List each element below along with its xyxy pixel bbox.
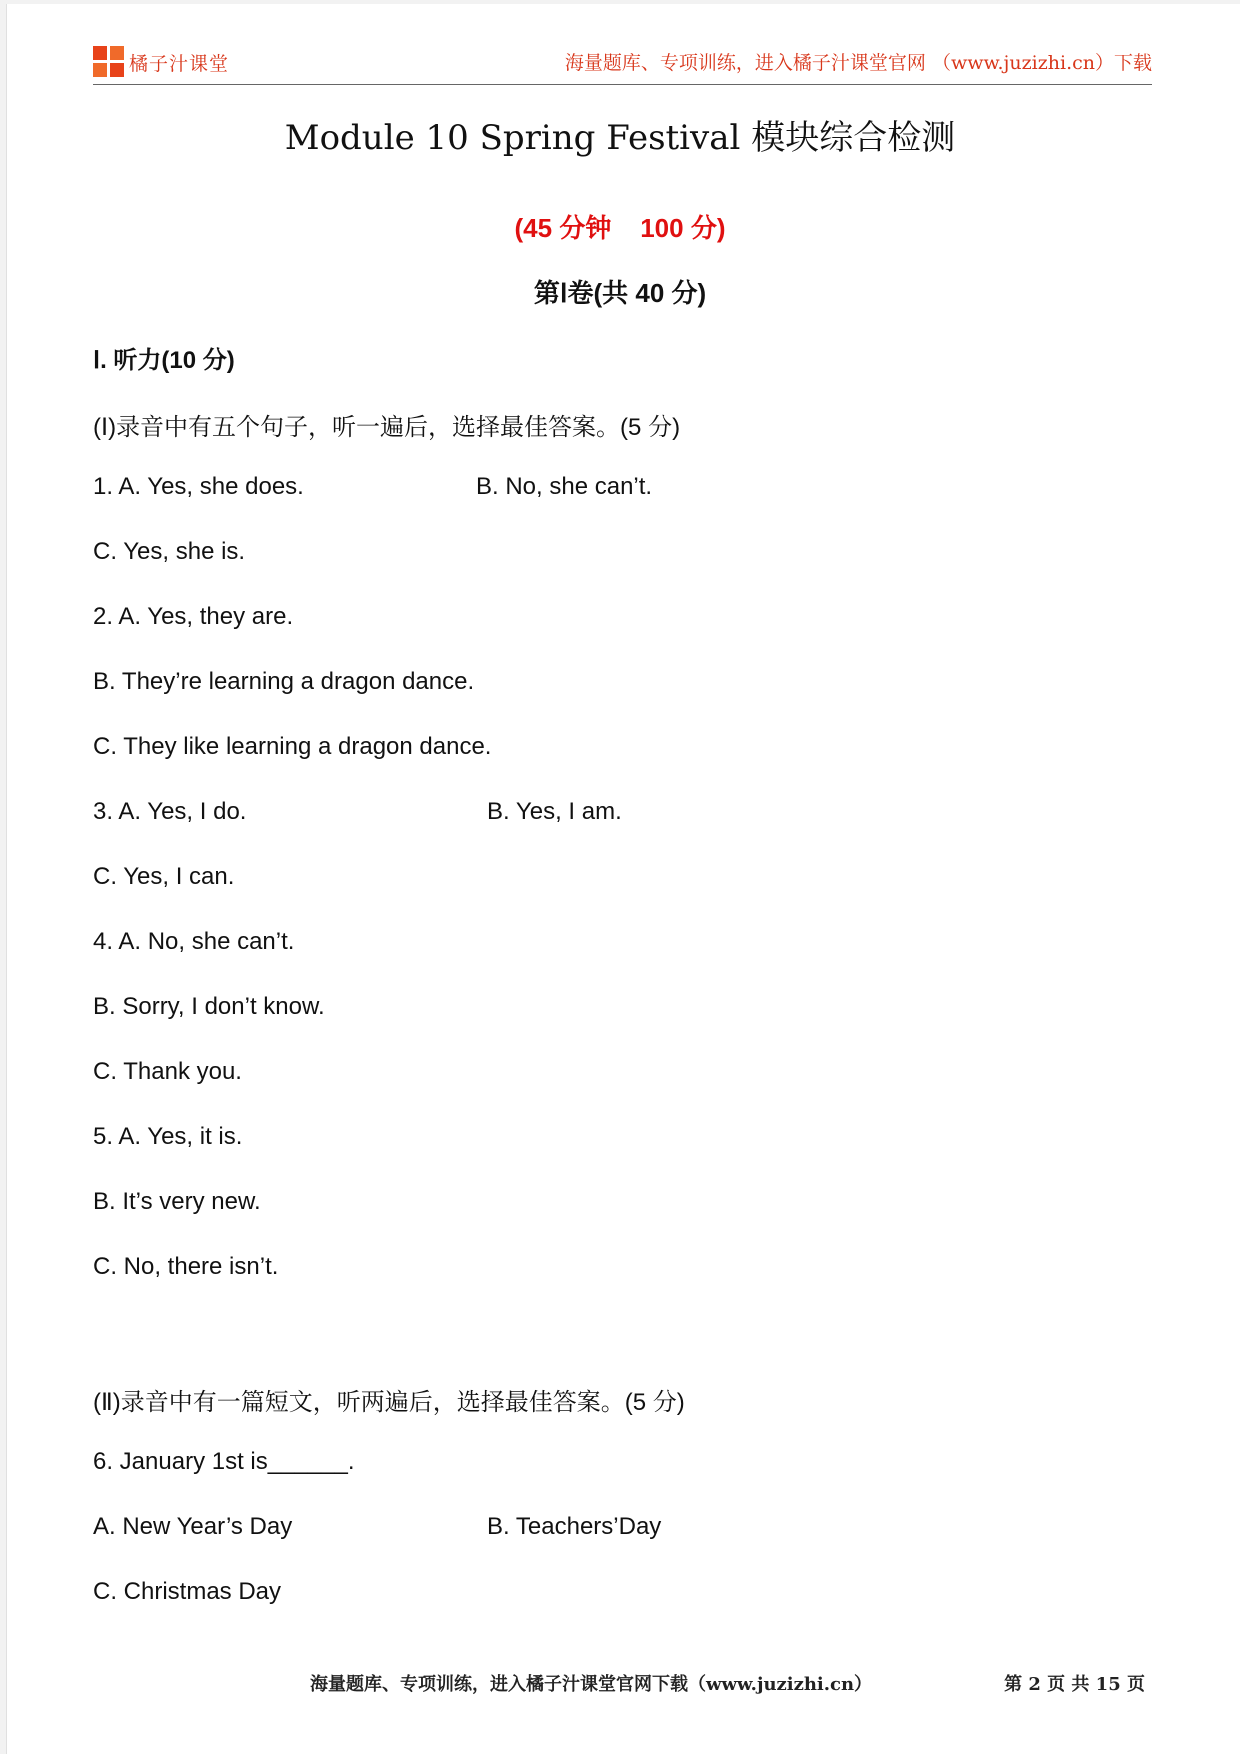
q1-option-b: B. No, she can’t.: [476, 473, 653, 500]
footer-text: 海量题库、专项训练，进入橘子汁课堂官网下载（www.juzizhi.cn）: [310, 1674, 873, 1695]
q2-option-c: C. They like learning a dragon dance.: [93, 733, 492, 760]
section-heading: Ⅰ. 听力(10 分): [93, 347, 235, 374]
q4-option-c: C. Thank you.: [93, 1058, 242, 1085]
q6-option-b: B. Teachers’Day: [487, 1513, 662, 1540]
page-number: 第 2 页 共 15 页: [1004, 1674, 1145, 1695]
q5-option-c: C. No, there isn’t.: [93, 1253, 279, 1280]
q4-option-b: B. Sorry, I don’t know.: [93, 993, 325, 1020]
part-title: 第Ⅰ卷(共 40 分): [533, 278, 707, 308]
q6-option-a: A. New Year’s Day: [93, 1513, 293, 1540]
subsection-instruction-1: (Ⅰ)录音中有五个句子，听一遍后，选择最佳答案。(5 分): [93, 414, 681, 441]
q4-option-a: 4. A. No, she can’t.: [93, 928, 295, 955]
logo-text: 橘子汁课堂: [129, 52, 230, 75]
document-title: Module 10 Spring Festival 模块综合检测: [284, 118, 956, 158]
header-slogan: 海量题库、专项训练，进入橘子汁课堂官网 （www.juzizhi.cn）下载: [564, 52, 1152, 74]
q2-option-b: B. They’re learning a dragon dance.: [93, 668, 475, 695]
q3-option-b: B. Yes, I am.: [487, 798, 622, 825]
q1-option-a: 1. A. Yes, she does.: [93, 473, 304, 500]
page-header: [93, 40, 1152, 85]
exam-duration-score: (45 分钟 100 分): [514, 213, 726, 243]
q1-option-c: C. Yes, she is.: [93, 538, 246, 565]
q6-option-c: C. Christmas Day: [93, 1578, 282, 1605]
q2-option-a: 2. A. Yes, they are.: [93, 603, 294, 630]
logo: [93, 46, 229, 78]
q3-option-c: C. Yes, I can.: [93, 863, 235, 890]
q6-stem: 6. January 1st is______.: [93, 1448, 355, 1475]
q5-option-a: 5. A. Yes, it is.: [93, 1123, 243, 1150]
subsection-instruction-2: (Ⅱ)录音中有一篇短文，听两遍后，选择最佳答案。(5 分): [93, 1389, 685, 1416]
q3-option-a: 3. A. Yes, I do.: [93, 798, 247, 825]
q5-option-b: B. It’s very new.: [93, 1188, 261, 1215]
logo-icon: [93, 46, 125, 78]
